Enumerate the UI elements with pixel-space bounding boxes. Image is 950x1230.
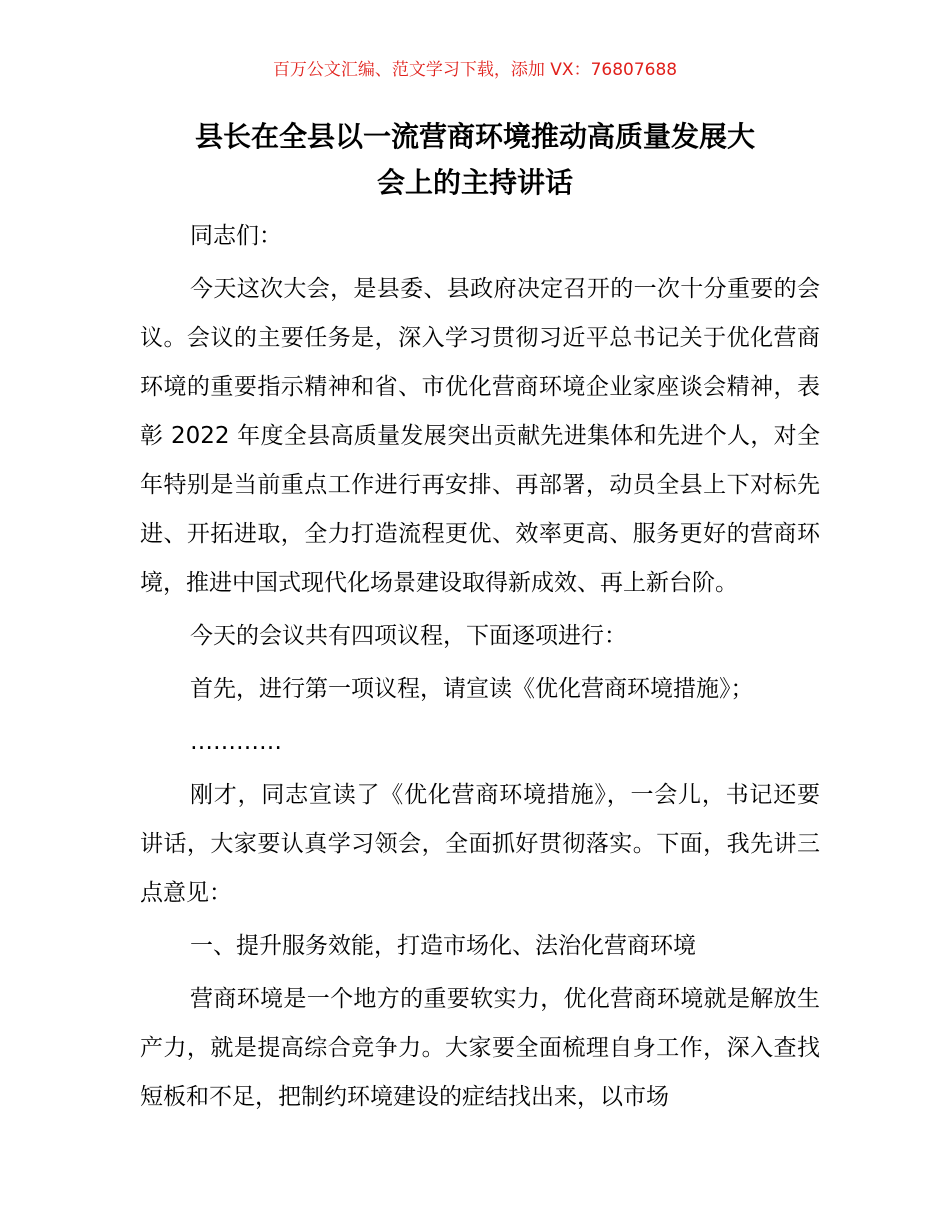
- paragraph-section-1: 营商环境是一个地方的重要软实力，优化营商环境就是解放生产力，就是提高综合竞争力。大家要全面梳理自身工作，深入查找短板和不足，把制约环境建设的症结找出来，以市场: [140, 986, 820, 1110]
- title-line-1: 县长在全县以一流营商环境推动高质量发展大: [194, 120, 755, 153]
- section-heading-1: 一、提升服务效能，打造市场化、法治化营商环境: [190, 933, 696, 959]
- paragraph-ellipsis: …………: [190, 729, 282, 755]
- title-line-2: 会上的主持讲话: [376, 166, 573, 199]
- paragraph-agenda: 今天的会议共有四项议程，下面逐项进行：: [190, 623, 627, 649]
- paragraph-intro: 今天这次大会，是县委、县政府决定召开的一次十分重要的会议。会议的主要任务是，深入学习贯彻习近平总书记关于优化营商环境的重要指示精神和省、市优化营商环境企业家座谈会精神，表彰 2022 年度全县高质量发展突出贡献先进集体和先进个人，对全年特别是当前重点工作进行再安排、再部署，动员全县上下对标先进、开拓进取，全力打造流程更优、效率更高、服务更好的营商环境，推进中国式现代化场景建设取得新成效、再上新台阶。: [140, 276, 820, 596]
- document-title: [120, 114, 830, 206]
- paragraph-transition: 刚才，同志宣读了《优化营商环境措施》，一会儿，书记还要讲话，大家要认真学习领会，全面抓好贯彻落实。下面，我先讲三点意见：: [140, 782, 820, 906]
- paragraph-salutation: 同志们：: [190, 223, 282, 249]
- paragraph-first-item: 首先，进行第一项议程，请宣读《优化营商环境措施》；: [190, 676, 754, 702]
- document-body: [140, 212, 820, 1126]
- header-banner: 百万公文汇编、范文学习下载，添加 VX：76807688: [272, 60, 678, 80]
